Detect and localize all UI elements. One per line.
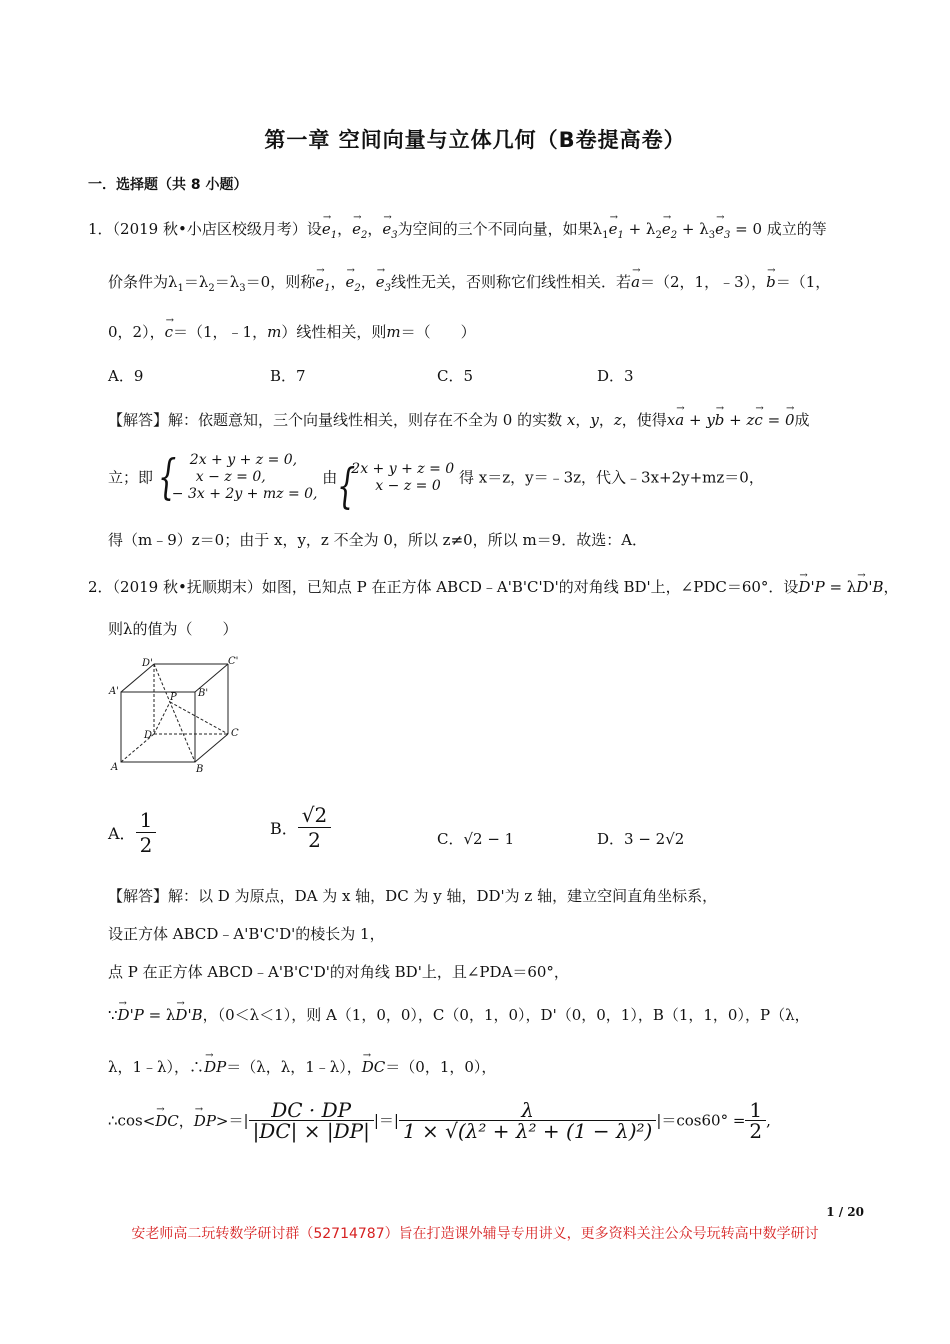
- fraction-2: $\frac{\lambda}{\text{1 × √(λ² + λ² + (1 − λ)²)}}$: [399, 1100, 656, 1141]
- page-number: 1 / 20: [826, 1205, 864, 1219]
- q2-answer-line3: 点 P 在正方体 ABCD﹣A'B'C'D'的对角线 BD'上，且∠PDA＝60°，: [108, 963, 569, 981]
- q2-line2: 则λ的值为（ ）: [108, 620, 238, 638]
- q1-answer-line1: 【解答】解：依题意知，三个向量线性相关，则存在不全为 0 的实数 x，y，z，使得x→ a + y→ b + z→ c = → 0成: [108, 410, 810, 430]
- label-p: P: [170, 692, 177, 703]
- q2-answer-line2: 设正方体 ABCD﹣A'B'C'D'的棱长为 1，: [108, 925, 385, 943]
- q2-option-b: B． $\frac{√2}{2}$: [270, 803, 331, 852]
- equation-system-1: { 2x + y + z = 0, x − z = 0, − 3x + 2y + mz = 0,: [158, 452, 318, 503]
- equation-system-2: { 2x + y + z = 0 x − z = 0: [337, 461, 454, 495]
- q1-line2: 价条件为$\lambda_1=\lambda_2=\lambda_3=0$，则称→ $e_1$，→ $e_2$，→ $e_3$线性无关，否则称它们线性相关．若→ a＝（2，1，﹣3），→ b＝（1，: [108, 272, 830, 299]
- q2-answer-line6: ∴cos<→ DC，→ DP>＝| $\frac{DC \cdot DP}{|DC| \times |DP|}$ |＝| $\frac{\lambda}{\text{1 × √(λ² + λ² + (1 − λ)²)}}$ |＝cos60° = $\frac{1}{2}$ ,: [108, 1100, 771, 1141]
- q1-option-c: C．5: [437, 367, 474, 385]
- label-a: A: [111, 762, 119, 773]
- q1-option-b: B．7: [270, 367, 306, 385]
- q1-text: = 0 成立的等: [735, 220, 827, 238]
- q2-option-d: D．3 − 2√2: [597, 830, 685, 848]
- label-c: C: [231, 728, 239, 739]
- label-b: B: [196, 764, 204, 775]
- page-title: 第一章 空间向量与立体几何（B卷提高卷）: [264, 128, 686, 152]
- label-b-prime: B': [198, 688, 209, 699]
- q2-answer-line4: ∵→ D'P = λ→ D'B，（0＜λ＜1），则 A（1，0，0），C（0，1，0），D'（0，0，1），B（1，1，0），P（λ，: [108, 1005, 810, 1025]
- label-d-prime: D': [142, 658, 153, 669]
- fraction-1: $\frac{DC \cdot DP}{|DC| \times |DP|}$: [249, 1100, 374, 1141]
- q2-option-a: A． $\frac{1}{2}$: [108, 808, 156, 857]
- q2-answer-line1: 【解答】解：以 D 为原点，DA 为 x 轴，DC 为 y 轴，DD'为 z 轴，建立空间直角坐标系，: [108, 887, 718, 905]
- q1-answer-line2: 立；即 { 2x + y + z = 0, x − z = 0, − 3x + 2y + mz = 0, 由 { 2x + y + z = 0 x − z = 0 得 x＝z，y＝﹣3z，代入﹣3x+2y+mz＝0，: [108, 452, 764, 503]
- cube-figure: [105, 652, 245, 777]
- q1-answer-line3: 得（m﹣9）z＝0；由于 x，y，z 不全为 0，所以 z≠0，所以 m＝9．故选：A．: [108, 531, 648, 549]
- q2-line1: 2．（2019 秋•抚顺期末）如图，已知点 P 在正方体 ABCD﹣A'B'C'D'的对角线 BD'上，∠PDC＝60°．设→ D'P = λ→ D'B，: [88, 577, 899, 597]
- q1-text: 为空间的三个不同向量，如果λ: [397, 220, 603, 238]
- q1-option-a: A．9: [108, 367, 144, 385]
- q1-line3: 0，2），→ c＝（1，﹣1，m）线性相关，则m＝（ ）: [108, 322, 476, 342]
- q1-line1: 1．（2019 秋•小店区校级月考）设→ $e_1$，→ $e_2$，→ $e_3$为空间的三个不同向量，如果$\lambda_1\to e_1 + \lambda_2\to e_2 + \lambda_3\to e_3 = 0$ 成立的等: [88, 219, 827, 246]
- label-a-prime: A': [109, 686, 119, 697]
- label-c-prime: C': [228, 656, 239, 667]
- fraction-3: $\frac{1}{2}$: [745, 1100, 766, 1141]
- label-d: D: [144, 730, 153, 741]
- q1-text: 1．（2019 秋•小店区校级月考）设: [88, 220, 322, 238]
- q2-answer-line5: λ，1﹣λ），∴→ DP＝（λ，λ，1﹣λ），→ DC＝（0，1，0），: [108, 1057, 496, 1077]
- q1-option-d: D．3: [597, 367, 634, 385]
- section-heading: 一．选择题（共 8 小题）: [88, 177, 248, 193]
- q2-option-c: C．√2 − 1: [437, 830, 515, 848]
- footer-banner: 安老师高二玩转数学研讨群（52714787）旨在打造课外辅导专用讲义，更多资料关注公众号玩转高中数学研讨: [131, 1226, 819, 1242]
